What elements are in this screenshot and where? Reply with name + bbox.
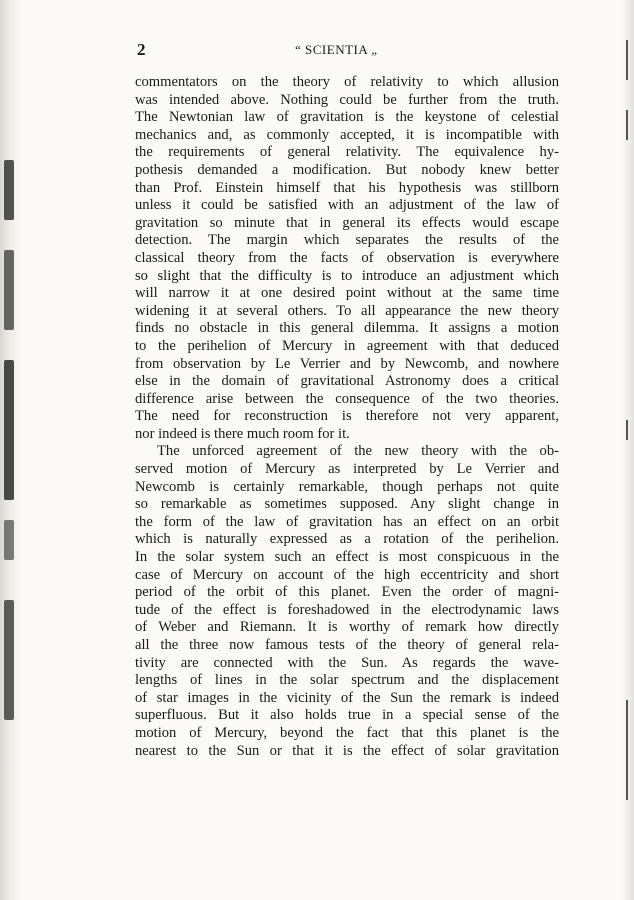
text-line: The Newtonian law of gravitation is the keystone of celestial [135, 109, 559, 126]
text-line: period of the orbit of this planet. Even the order of magni- [135, 584, 559, 601]
text-line: In the solar system such an effect is most conspicuous in the [135, 549, 559, 566]
text-line: tude of the effect is foreshadowed in the electrodynamic laws [135, 601, 559, 618]
paragraph-1 [135, 74, 559, 443]
text-line: of star images in the vicinity of the Sun the remark is indeed [135, 689, 559, 706]
page-header [137, 40, 557, 60]
text-line: The need for reconstruction is therefore not very apparent, [135, 408, 559, 425]
scan-artifact [4, 160, 14, 220]
text-line: motion of Mercury, beyond the fact that this planet is the [135, 724, 559, 741]
text-line: from observation by Le Verrier and by Newcomb, and nowhere [135, 355, 559, 372]
running-head: “ SCIENTIA „ [295, 42, 378, 57]
text-line: superfluous. But it also holds true in a special sense of the [135, 707, 559, 724]
text-line: case of Mercury on account of the high eccentricity and short [135, 566, 559, 583]
text-line: was intended above. Nothing could be further from the truth. [135, 91, 559, 108]
text-line: than Prof. Einstein himself that his hypothesis was stillborn [135, 179, 559, 196]
scan-artifact [626, 40, 628, 80]
text-line: mechanics and, as commonly accepted, it is incompatible with [135, 126, 559, 143]
scan-artifact [4, 360, 14, 500]
text-line: the form of the law of gravitation has an effect on an orbit [135, 513, 559, 530]
scan-binding-edge [0, 0, 22, 900]
text-line: pothesis demanded a modification. But nobody knew better [135, 161, 559, 178]
text-line: all the three now famous tests of the theory of general rela- [135, 637, 559, 653]
paragraph-2 [135, 443, 559, 760]
text-line: to the perihelion of Mercury in agreement with that deduced [135, 337, 559, 354]
scan-artifact [4, 520, 14, 560]
text-line: so remarkable as sometimes supposed. Any slight change in [135, 496, 559, 513]
text-line: lengths of lines in the solar spectrum and the displacement [135, 672, 559, 689]
text-line: served motion of Mercury as interpreted by Le Verrier and [135, 461, 559, 478]
body-text [135, 74, 559, 760]
text-line: commentators on the theory of relativity to which allusion [135, 74, 559, 90]
text-line: finds no obstacle in this general dilemma. It assigns a motion [135, 320, 559, 337]
scan-artifact [4, 600, 14, 720]
text-line: classical theory from the facts of observation is everywhere [135, 249, 559, 266]
text-line: unless it could be satisfied with an adjustment of the law of [135, 197, 559, 214]
text-line: nor indeed is there much room for it. [135, 425, 350, 442]
text-line: Newcomb is certainly remarkable, though perhaps not quite [135, 478, 559, 495]
text-line: nearest to the Sun or that it is the effect of solar gravitation [135, 742, 559, 759]
text-line: widening it at several others. To all appearance the new theory [135, 302, 559, 319]
page-number: 2 [137, 40, 146, 59]
text-line: which is naturally expressed as a rotation of the perihelion. [135, 531, 559, 548]
scan-artifact [626, 110, 628, 140]
scan-artifact [4, 250, 14, 330]
text-line: will narrow it at one desired point without at the same time [135, 285, 559, 302]
scan-artifact [626, 420, 628, 440]
scan-artifact [626, 700, 628, 800]
scan-right-edge [622, 0, 634, 900]
text-line: the requirements of general relativity. The equivalence hy- [135, 144, 559, 161]
text-line: The unforced agreement of the new theory with the ob- [157, 443, 559, 460]
text-line: detection. The margin which separates the results of the [135, 232, 559, 249]
text-line: tivity are connected with the Sun. As regards the wave- [135, 654, 559, 671]
text-line: gravitation so minute that in general its effects would escape [135, 214, 559, 231]
text-line: else in the domain of gravitational Astronomy does a critical [135, 373, 559, 390]
text-line: of Weber and Riemann. It is worthy of remark how directly [135, 619, 559, 636]
text-line: difference arise between the consequence of the two theories. [135, 390, 559, 407]
text-line: so slight that the difficulty is to introduce an adjustment which [135, 267, 559, 284]
